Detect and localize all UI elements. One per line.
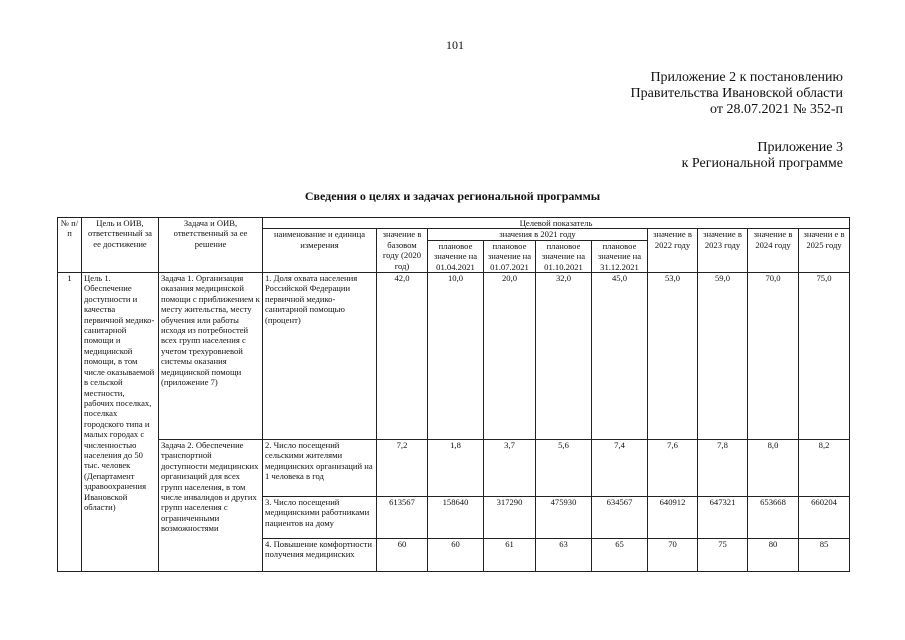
value-2022: 70 <box>648 539 698 572</box>
value-base: 42,0 <box>377 273 428 440</box>
value-2022: 640912 <box>648 497 698 539</box>
value-q2: 3,7 <box>484 440 536 497</box>
value-2023: 647321 <box>698 497 748 539</box>
indicator-name: 1. Доля охвата населения Российской Федерации первичной медико-санитарной помощью (процент) <box>263 273 377 440</box>
document-title: Сведения о целях и задачах региональной программы <box>304 189 601 203</box>
header-2021: значения в 2021 году <box>428 229 648 240</box>
value-q1: 60 <box>428 539 484 572</box>
value-2025: 8,2 <box>799 440 850 497</box>
header-goal: Цель и ОИВ, ответственный за ее достижение <box>82 218 159 273</box>
table-row <box>58 440 850 497</box>
header-q4: плановое значение на 31.12.2021 <box>592 240 648 272</box>
task-1-cell: Задача 1. Организация оказания медицинской помощи с приближением к месту жительства, месту обучения или работы исходя из потребностей всех групп населения с учетом трехуровневой системы оказания медицинской помощи (приложение 7) <box>159 273 263 440</box>
header-2023: значение в 2023 году <box>698 229 748 273</box>
annex-program-line-2: к Региональной программе <box>681 156 843 171</box>
value-2022: 53,0 <box>648 273 698 440</box>
value-q4: 65 <box>592 539 648 572</box>
value-2023: 59,0 <box>698 273 748 440</box>
value-base: 7,2 <box>377 440 428 497</box>
annex-main-block <box>631 70 843 118</box>
value-q4: 634567 <box>592 497 648 539</box>
value-2022: 7,6 <box>648 440 698 497</box>
page-number: 101 <box>446 38 464 52</box>
header-q2: плановое значение на 01.07.2021 <box>484 240 536 272</box>
task-2-cell: Задача 2. Обеспечение транспортной доступности медицинских организаций для всех групп населения, в том числе инвалидов и других групп населения с ограниченными возможностями <box>159 440 263 572</box>
annex-program-block <box>682 140 843 172</box>
row-number: 1 <box>58 273 82 572</box>
header-task: Задача и ОИВ, ответственный за ее решение <box>159 218 263 273</box>
header-2025: значени е в 2025 году <box>799 229 850 273</box>
indicator-name: 4. Повышение комфортности получения медицинских <box>263 539 377 572</box>
header-q3: плановое значение на 01.10.2021 <box>536 240 592 272</box>
header-name: наименование и единица измерения <box>263 229 377 273</box>
header-q1: плановое значение на 01.04.2021 <box>428 240 484 272</box>
value-q1: 10,0 <box>428 273 484 440</box>
header-base: значение в базовом году (2020 год) <box>377 229 428 273</box>
value-base: 613567 <box>377 497 428 539</box>
header-num: № п/п <box>58 218 82 273</box>
value-q3: 5,6 <box>536 440 592 497</box>
value-q3: 63 <box>536 539 592 572</box>
value-q3: 32,0 <box>536 273 592 440</box>
header-target: Целевой показатель <box>263 218 850 229</box>
table-row <box>58 273 850 440</box>
goal-cell: Цель 1. Обеспечение доступности и качества первичной медико-санитарной помощи и медицинской помощи, в том числе оказываемой в сельской местности, рабочих поселках, поселках городского типа и малых городах с численностью населения до 50 тыс. человек (Департамент здравоохранения Ивановской области) <box>82 273 159 572</box>
value-base: 60 <box>377 539 428 572</box>
header-2024: значение в 2024 году <box>748 229 799 273</box>
value-2023: 75 <box>698 539 748 572</box>
value-2025: 85 <box>799 539 850 572</box>
value-q2: 61 <box>484 539 536 572</box>
header-2022: значение в 2022 году <box>648 229 698 273</box>
value-2024: 80 <box>748 539 799 572</box>
goals-table <box>57 217 850 572</box>
value-2025: 75,0 <box>799 273 850 440</box>
annex-main-line-3: от 28.07.2021 № 352-п <box>710 102 843 117</box>
indicator-name: 2. Число посещений сельскими жителями медицинских организаций на 1 человека в год <box>263 440 377 497</box>
annex-main-line-1: Приложение 2 к постановлению <box>650 70 843 85</box>
value-2024: 653668 <box>748 497 799 539</box>
value-q2: 20,0 <box>484 273 536 440</box>
value-q4: 7,4 <box>592 440 648 497</box>
value-q1: 158640 <box>428 497 484 539</box>
value-2023: 7,8 <box>698 440 748 497</box>
header-row-1 <box>58 218 850 229</box>
value-q3: 475930 <box>536 497 592 539</box>
indicator-name: 3. Число посещений медицинскими работниками пациентов на дому <box>263 497 377 539</box>
annex-program-line-1: Приложение 3 <box>757 140 843 155</box>
value-2025: 660204 <box>799 497 850 539</box>
value-q1: 1,8 <box>428 440 484 497</box>
annex-main-line-2: Правительства Ивановской области <box>630 86 843 101</box>
value-q2: 317290 <box>484 497 536 539</box>
value-q4: 45,0 <box>592 273 648 440</box>
value-2024: 8,0 <box>748 440 799 497</box>
value-2024: 70,0 <box>748 273 799 440</box>
